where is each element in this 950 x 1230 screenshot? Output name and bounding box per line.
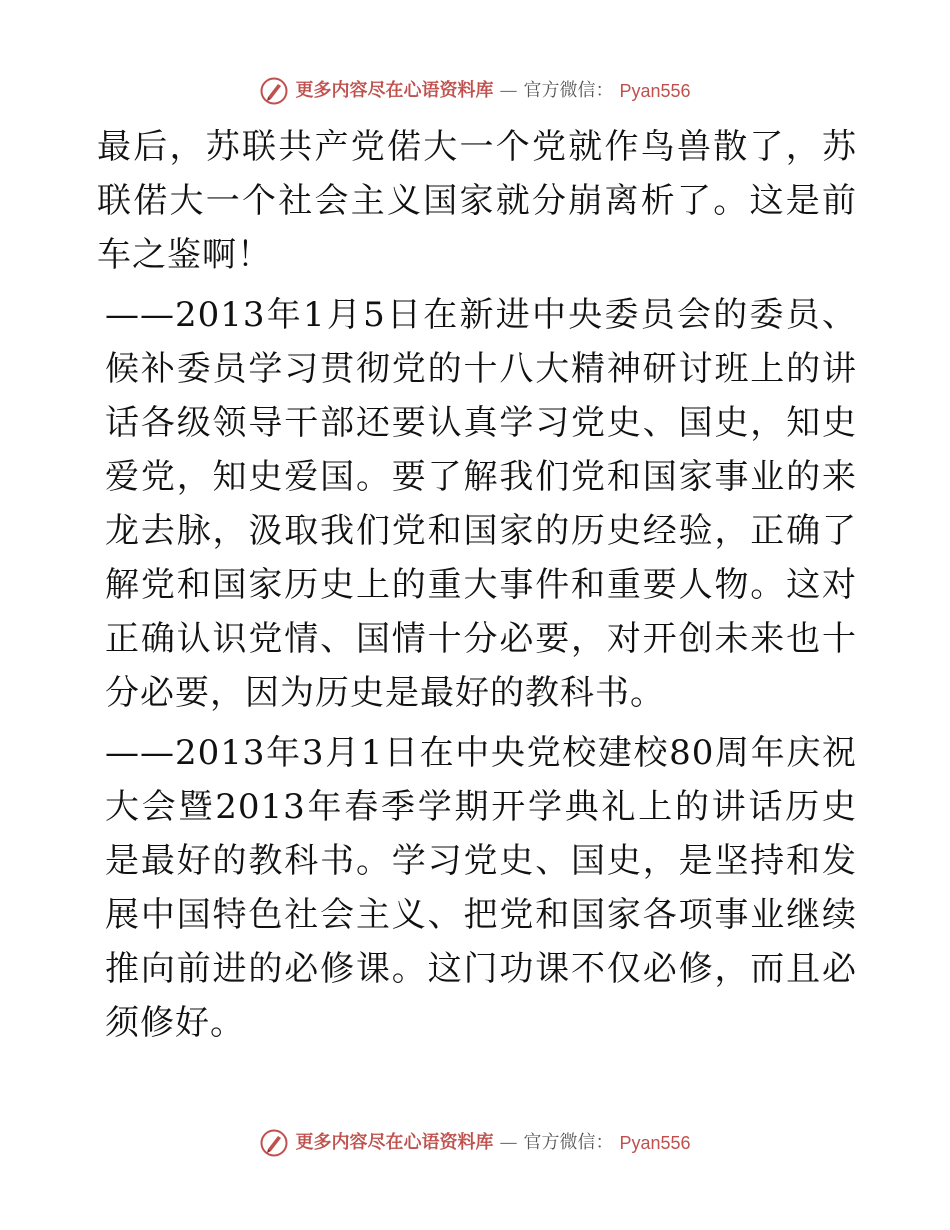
watermark-separator: —: [499, 1132, 518, 1153]
watermark-label: 官方微信：: [523, 1132, 614, 1153]
watermark-brand-text: 更多内容尽在心语资料库: [295, 80, 494, 101]
header-watermark: [0, 76, 950, 106]
document-body: [97, 120, 857, 1056]
watermark-label: 官方微信：: [523, 80, 614, 101]
watermark-wechat-id: Pyan556: [619, 1133, 691, 1153]
watermark-separator: —: [499, 80, 518, 101]
pen-logo-icon: [259, 1128, 289, 1158]
paragraph-3: ——2013年3月1日在中央党校建校80周年庆祝大会暨2013年春季学期开学典礼上的讲话历史是最好的教科书。学习党史、国史，是坚持和发展中国特色社会主义、把党和国家各项事业继续推向前进的必修课。这门功课不仅必修，而且必须修好。: [105, 733, 857, 1043]
watermark-wechat-id: Pyan556: [619, 81, 691, 101]
watermark-brand-text: 更多内容尽在心语资料库: [295, 1132, 494, 1153]
pen-logo-icon: [259, 76, 289, 106]
paragraph-1: 最后，苏联共产党偌大一个党就作鸟兽散了，苏联偌大一个社会主义国家就分崩离析了。这是前车之鉴啊！: [97, 127, 857, 275]
footer-watermark: [0, 1128, 950, 1158]
paragraph-2: ——2013年1月5日在新进中央委员会的委员、候补委员学习贯彻党的十八大精神研讨班上的讲话各级领导干部还要认真学习党史、国史，知史爱党，知史爱国。要了解我们党和国家事业的来龙去脉，汲取我们党和国家的历史经验，正确了解党和国家历史上的重大事件和重要人物。这对正确认识党情、国情十分必要，对开创未来也十分必要，因为历史是最好的教科书。: [105, 295, 857, 713]
